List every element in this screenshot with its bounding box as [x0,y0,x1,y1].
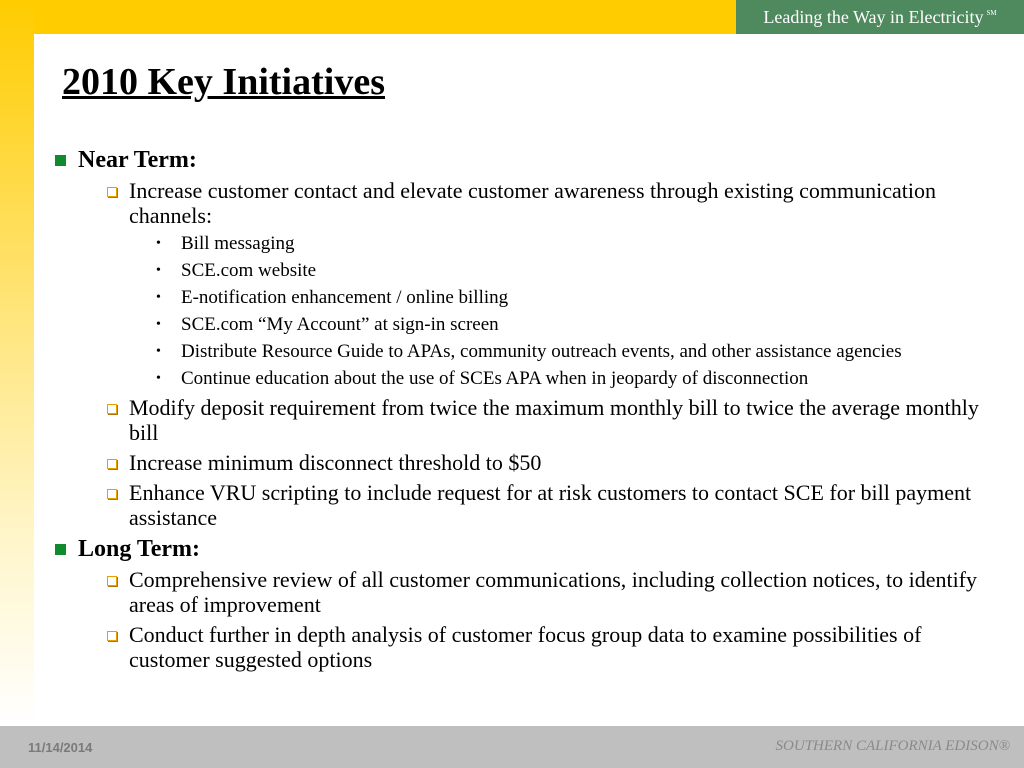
left-gradient-band [0,0,34,726]
dot-bullet-icon: • [156,263,161,278]
list-item [34,622,1024,672]
tagline-banner [736,0,1024,34]
section-long-term [34,535,1024,563]
dot-bullet-icon: • [156,317,161,332]
hollow-square-bullet-icon [107,404,117,414]
service-mark: SM [986,9,997,17]
hollow-square-bullet-icon [107,187,117,197]
section-near-term [34,146,1024,174]
sub-list-item-text: E-notification enhancement / online billing [181,287,509,308]
footer-company-name: SOUTHERN CALIFORNIA EDISON® [775,738,1010,754]
list-item-text: Modify deposit requirement from twice the maximum monthly bill to twice the average monthly bill [129,395,979,445]
sub-list-item [34,368,1024,390]
dot-bullet-icon: • [156,344,161,359]
sub-list-item-text: Bill messaging [181,233,295,254]
list-item-text: Conduct further in depth analysis of customer focus group data to examine possibilities of customer suggested options [129,622,922,672]
list-item-text: Comprehensive review of all customer communications, including collection notices, to identify areas of improvement [129,567,978,617]
hollow-square-bullet-icon [107,459,117,469]
sub-list-item [34,341,1024,363]
hollow-square-bullet-icon [107,576,117,586]
list-item-text: Enhance VRU scripting to include request for at risk customers to contact SCE for bill payment assistance [129,480,972,530]
list-item [34,480,1024,530]
sub-list-item-text: Distribute Resource Guide to APAs, community outreach events, and other assistance agencies [181,341,902,362]
sub-list-item [34,233,1024,255]
square-bullet-icon [55,544,66,555]
hollow-square-bullet-icon [107,631,117,641]
list-item-text: Increase customer contact and elevate customer awareness through existing communication channels: [129,178,936,228]
tagline-text: Leading the Way in Electricity [763,6,984,27]
list-item [34,450,1024,475]
sub-list-item-text: SCE.com website [181,260,317,281]
square-bullet-icon [55,155,66,166]
dot-bullet-icon: • [156,290,161,305]
list-item [34,178,1024,228]
footer-date: 11/14/2014 [28,740,93,755]
slide-title: 2010 Key Initiatives [62,61,385,103]
hollow-square-bullet-icon [107,489,117,499]
sub-list-item-text: SCE.com “My Account” at sign-in screen [181,314,499,335]
list-item [34,567,1024,617]
slide-content [34,34,1024,726]
bullet-outline [34,146,1024,677]
list-item [34,395,1024,445]
sub-list-item-text: Continue education about the use of SCEs APA when in jeopardy of disconnection [181,368,809,389]
sub-list-item [34,287,1024,309]
section-label: Near Term: [78,147,197,173]
sub-list-item [34,260,1024,282]
section-label: Long Term: [78,536,201,562]
dot-bullet-icon: • [156,371,161,386]
slide-footer [0,726,1024,768]
dot-bullet-icon: • [156,236,161,251]
list-item-text: Increase minimum disconnect threshold to $50 [129,450,542,475]
sub-list-item [34,314,1024,336]
